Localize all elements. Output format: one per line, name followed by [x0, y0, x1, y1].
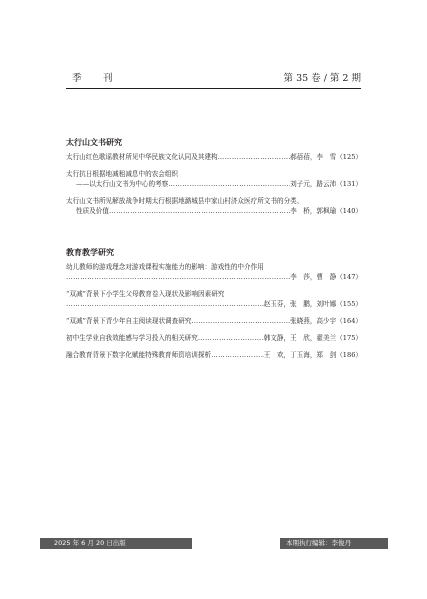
entry-authors: 刘子元，路云沛（131）: [290, 180, 362, 188]
entry-authors: 韩文静，王 欣，翟美兰（175）: [263, 334, 362, 342]
section-title: 教育教学研究: [66, 247, 114, 257]
entry-authors: 李 桥，郭枫瑜（140）: [290, 207, 362, 215]
toc-entry[interactable]: [66, 169, 362, 189]
leader-dots: [168, 179, 290, 189]
entry-title: 初中生学业自我效能感与学习投入的相关研究: [66, 334, 198, 342]
journal-frequency: 季 刊: [72, 73, 119, 84]
section-education: [66, 246, 362, 367]
entry-authors: 李 莎，曹 静（147）: [290, 273, 362, 281]
leader-dots: [211, 350, 264, 360]
toc-entry[interactable]: [66, 316, 362, 326]
entry-title: “双减”背景下青少年自主阅读现状调查研究: [66, 317, 192, 325]
toc-entry[interactable]: [66, 196, 362, 216]
entry-authors: 郝蓓蓓，李 雪（125）: [290, 153, 362, 161]
toc-entry[interactable]: [66, 350, 362, 360]
entry-title: 融合教育背景下数字化赋能特殊教育师资培训探析: [66, 351, 212, 359]
leader-dots: [66, 299, 264, 309]
section-taihangshan: [66, 136, 362, 223]
publication-date: 2025 年 6 月 20 日出版: [40, 538, 192, 549]
entry-authors: 赵玉芬，张 鹏，刘叶娜（155）: [263, 300, 362, 308]
toc-entry[interactable]: [66, 262, 362, 282]
leader-dots: [198, 333, 264, 343]
entry-title: 太行山红色歌谣教材所见中华民族文化认同及其建构: [66, 153, 218, 161]
leader-dots: [191, 316, 290, 326]
executive-editor: 本期执行编辑：李俊丹: [280, 538, 388, 549]
header-rule: [66, 88, 361, 89]
entry-title: 太行山文书所见解放战争时期太行根据地潞城县申家山村济众医疗所文书的分类、: [66, 197, 304, 205]
entry-subtitle: ——以太行山文书为中心的考察: [76, 180, 169, 188]
entry-authors: 王 欢，丁玉海，郑 剑（186）: [263, 351, 362, 359]
leader-dots: [218, 152, 290, 162]
entry-title: 太行抗日根据地减租减息中的农会组织: [66, 170, 179, 178]
volume-issue: 第 35 卷 / 第 2 期: [283, 73, 361, 84]
section-title: 太行山文书研究: [66, 137, 122, 147]
leader-dots: [109, 206, 290, 216]
toc-entry[interactable]: [66, 289, 362, 309]
toc-entry[interactable]: [66, 152, 362, 162]
toc-entry[interactable]: [66, 333, 362, 343]
leader-dots: [66, 272, 290, 282]
entry-title-continued: 性质及价值: [76, 207, 109, 215]
running-header: [66, 72, 361, 86]
entry-authors: 张晓燕，高少宇（164）: [290, 317, 362, 325]
entry-title: “双减”背景下小学生父母教育卷入现状及影响因素研究: [66, 290, 225, 298]
entry-title: 幼儿教师的游戏理念对游戏课程实施能力的影响：游戏性的中介作用: [66, 263, 264, 271]
